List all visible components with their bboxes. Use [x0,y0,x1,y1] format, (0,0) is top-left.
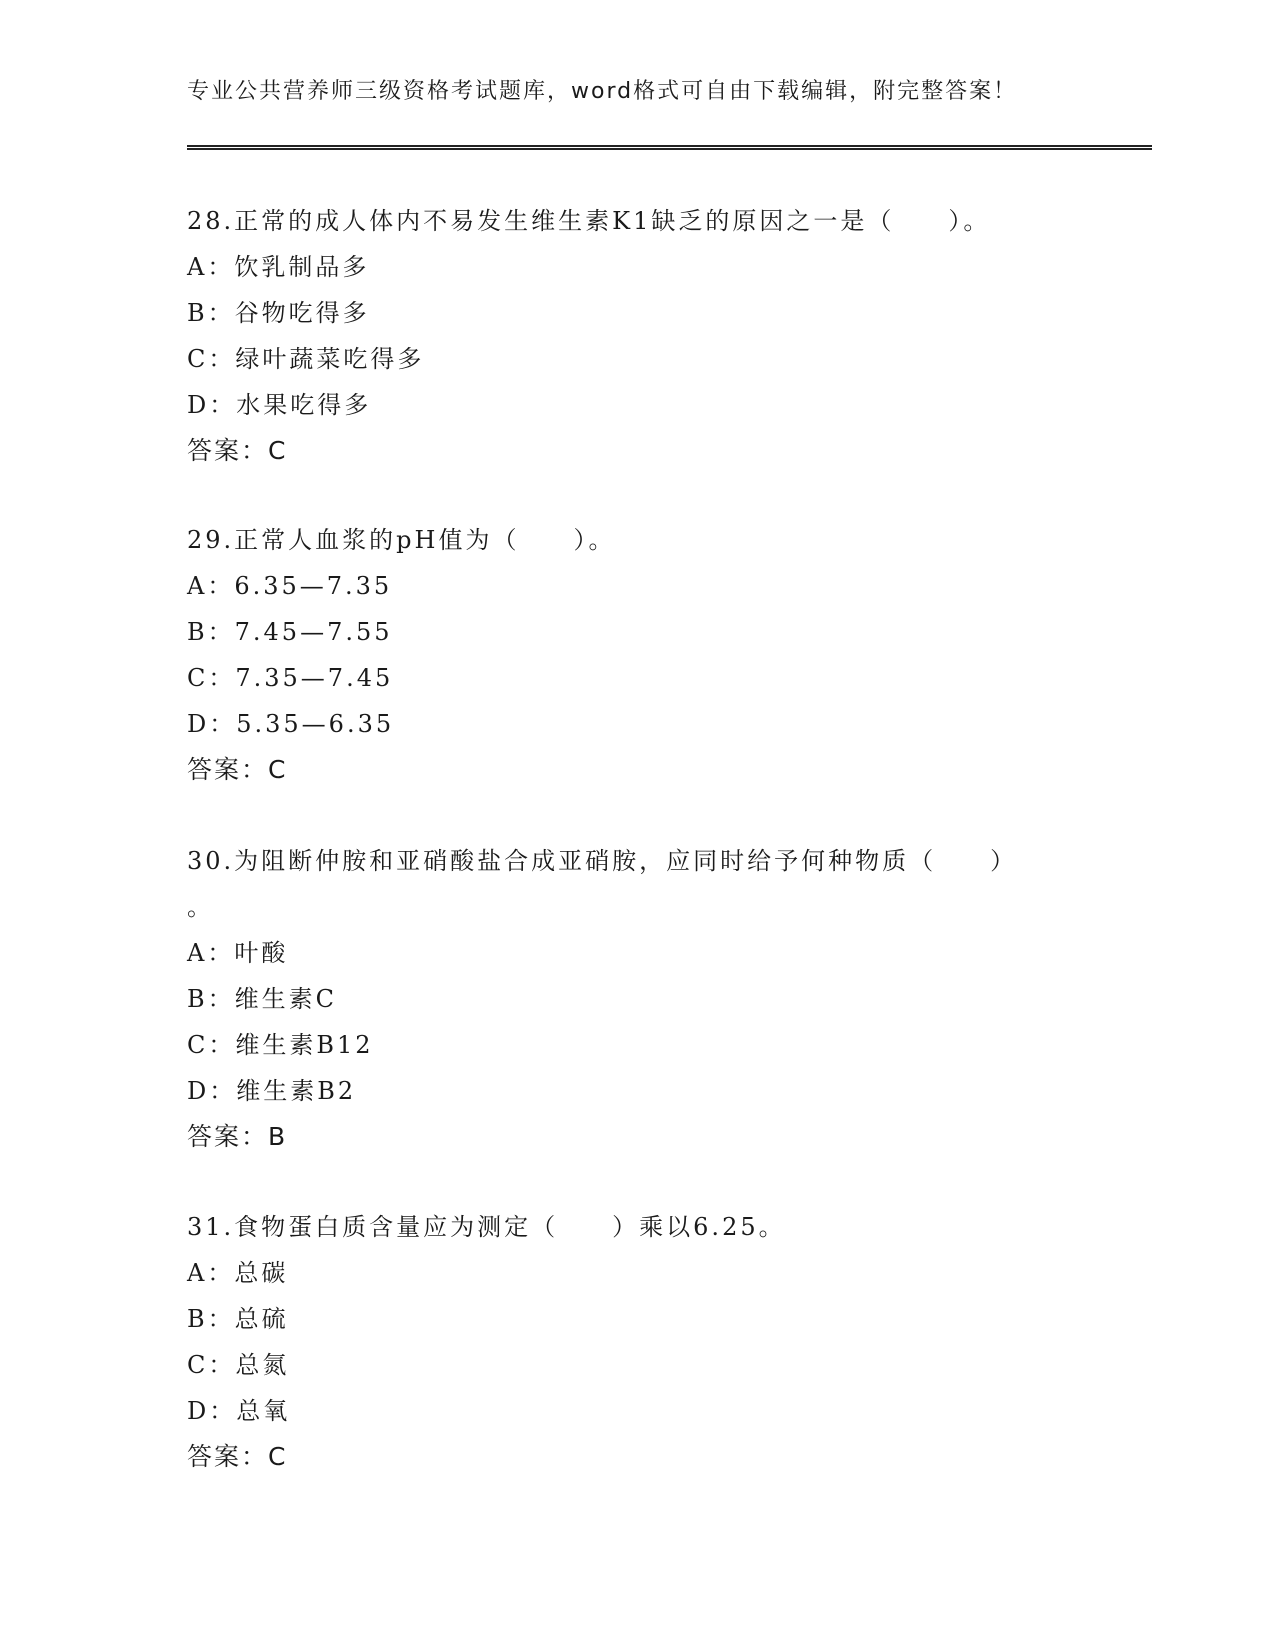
question-stem: 28.正常的成人体内不易发生维生素K1缺乏的原因之一是（ ）。 [187,207,991,235]
option-a: A：饮乳制品多 [187,253,370,281]
option-d: D：水果吃得多 [187,391,372,419]
answer: 答案：C [187,436,288,465]
question-stem: 31.食物蛋白质含量应为测定（ ）乘以6.25。 [187,1213,786,1241]
answer: 答案：B [187,1122,288,1151]
question-stem-tail: 。 [187,893,211,921]
question-28 [187,198,1152,474]
option-c: C：7.35—7.45 [187,664,394,692]
document-header: 专业公共营养师三级资格考试题库，word格式可自由下载编辑，附完整答案！ [187,79,1018,104]
question-stem: 29.正常人血浆的pH值为（ ）。 [187,526,616,554]
option-d: D：总氧 [187,1397,291,1425]
option-b: B：谷物吃得多 [187,299,370,327]
option-c: C：总氮 [187,1351,290,1379]
question-30 [187,838,1152,1160]
question-31 [187,1204,1152,1480]
option-d: D：5.35—6.35 [187,710,395,738]
option-a: A：叶酸 [187,939,289,967]
answer: 答案：C [187,1442,288,1471]
answer: 答案：C [187,755,288,784]
question-stem: 30.为阻断仲胺和亚硝酸盐合成亚硝胺，应同时给予何种物质（ ） [187,847,1018,875]
option-c: C：绿叶蔬菜吃得多 [187,345,425,373]
option-a: A：6.35—7.35 [187,572,393,600]
option-a: A：总碳 [187,1259,289,1287]
option-c: C：维生素B12 [187,1031,374,1059]
header-divider [187,145,1152,150]
question-29 [187,517,1152,793]
option-b: B：总硫 [187,1305,289,1333]
option-b: B：维生素C [187,985,337,1013]
option-d: D：维生素B2 [187,1077,357,1105]
option-b: B：7.45—7.55 [187,618,393,646]
